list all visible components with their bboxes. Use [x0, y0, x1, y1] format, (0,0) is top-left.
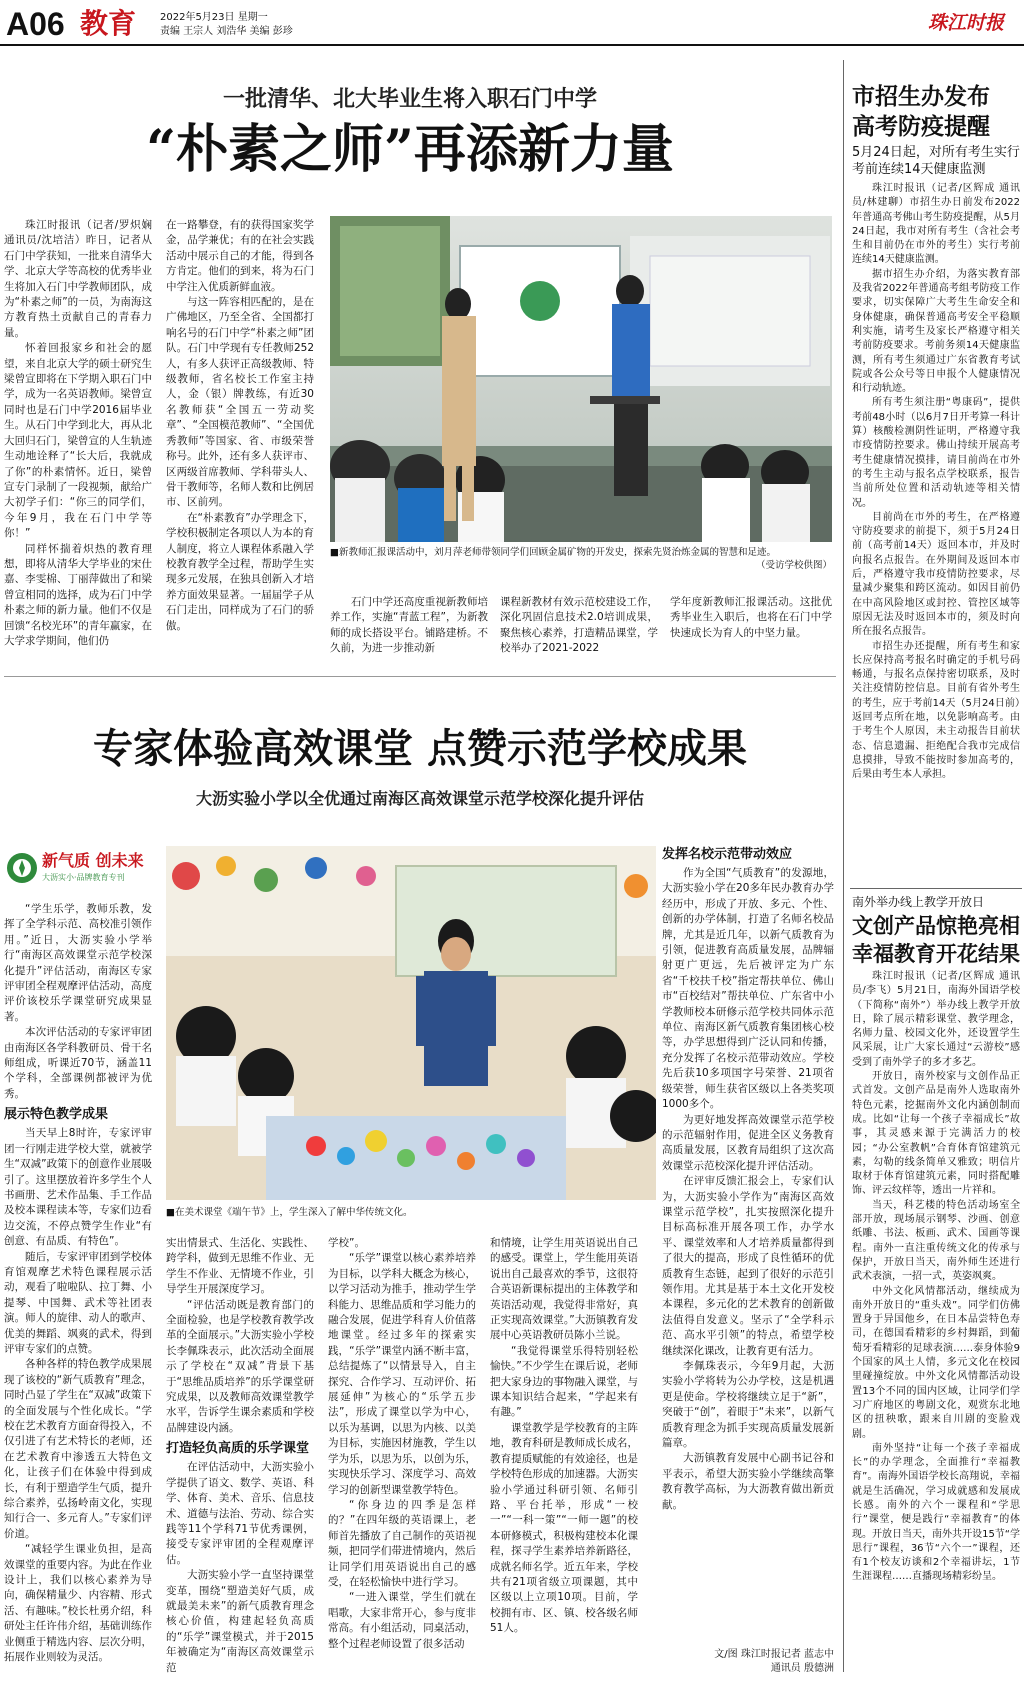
- article1-col1-p3: 同样怀揣着炽热的教育理想，即将从清华大学毕业的宋仕嘉、李雯棉、丁丽萍做出了和梁曾宣相同的选择，成为石门中学朴素之师的新力量。他们不仅是回馈“名校光环”的青年赢家，在大学求学期间，他们仍: [4, 542, 152, 647]
- article1-under-p3: 学年度新教师汇报课活动。这批优秀毕业生入职后，也将在石门中学快速成长为育人的中坚力量。: [670, 596, 832, 639]
- article1-under-p1: 石门中学还高度重视新教师培养工作，实施“青蓝工程”，为新教师的成长搭设平台。铺路建桥。不久前，为进一步推动新: [330, 596, 488, 655]
- article2-col2: [166, 1236, 314, 1676]
- article2-col2-p4: 大沥实验小学一直坚持课堂变革，围绕“塑造美好气质，成就最美未来”的新气质教育理念核心价值，构建起轻负高质的“乐学”课堂模式，并于2015年被确定为“南海区高效课堂示范: [166, 1569, 314, 1674]
- sidebar1-deck: 5月24日起，对所有考生实行考前连续14天健康监测: [852, 145, 1020, 177]
- classroom-photo-illustration: [330, 216, 832, 542]
- article2-sub2: 打造轻负高质的乐学课堂: [166, 1441, 310, 1457]
- article1-col2-p3: 在“朴素教育”办学理念下，学校积极制定各项以人为本的育人制度，将立人课程体系融入学校教育教学全过程，帮助学生实现多元发展，在独具创新入才培养方面效果显著。一届届学子从石门走出，同样成为了石门的骄傲。: [166, 511, 314, 632]
- article1-col2: [166, 218, 314, 662]
- article1-col2-p2: 与这一阵容相匹配的，是在广佛地区，乃至全省、全国都打响名号的石门中学“朴素之师”团队。石门中学现有专任教师252人，有多人获评正高级教师、特级教师，省名校长工作室主持人，金（银）牌教练，有近30名教师获“全国五一劳动奖章”、“全国模范教师”、“全国优秀教师”等国家、省、市级荣誉称号。此外，还有多人获评市、区两级首席教师、学科带头人、骨干教师等，名师人数和比例居市、区前列。: [166, 296, 314, 509]
- sidebar-section-rule: [850, 888, 1022, 889]
- article2-logo: [4, 848, 154, 898]
- article2-col1-p3: 当天早上8时许，专家评审团一行刚走进学校大堂，就被学生“双减”政策下的创意作业展吸引了。这里摆放着许多学生个人书画册、艺术作品集、手工作品及校本课程读本等，专家们边看边交流，不停点赞学生作业“有创意、有品质、有特色”。: [4, 1127, 152, 1248]
- sidebar-divider: [843, 60, 844, 1672]
- editors-line: 责编 王宗人 刘浩华 美编 彭珍: [160, 26, 293, 37]
- sidebar2-p5: 南外坚持“让每一个孩子幸福成长”的办学理念，全面推行“幸福教育”。南海外国语学校长高翔说，幸福就是生活确况，学习成就感和发展成长感。南外的六个一课程和“学思行”课堂，便是践行“幸福教育”的体现。开放日当天，南外共开设15节“学思行”课程，36节“六个一”课程，还有1个校友访谈和2个幸福讲坛，1节生涯课程……直播现场精彩纷呈。: [852, 1442, 1020, 1583]
- sidebar1-headline-l1: 市招生办发布: [852, 83, 990, 110]
- article2-col4-p3: 课堂教学是学校教育的主阵地，教育科研是教师成长成名，教育提质赋能的有效途径，也是学校特色形成的加速器。大沥实验小学通过科研引领、名师引路、平台托举，形成“一校一”“一科一策”“一师一题”的校本研修模式，积极构建校本化课程，探寻学生素养培养新路径，成就名师名学。近五年来，学校共有21项省级立项课题，其中区级以上立项10项。目前，学校拥有市、区、镇、校各级名师51人。: [490, 1421, 638, 1635]
- photo-credit: （受访学校供图）: [755, 560, 832, 571]
- sidebar2-p4: 中外文化风情都活动，继续成为南外开放日的“重头戏”。同学们仿佛置身于异国他乡，在日本品尝特色寿司，在德国看精彩的乡村舞蹈，到葡萄牙看精彩的足球表演……泰身体验9个国家的风土人情，多元文化在校园里碰撞绽放。中外文化风情都活动设置13个不同的国内区域，让同学们学习广府地区的粤剧文化，观赏东北地区的扭秧歌，跟来自川剧的变脸戏剧。: [852, 1285, 1020, 1440]
- sidebar1-p5: 市招生办还提醒，所有考生和家长应保持高考报名时确定的手机号码畅通，与报名点保持密切联系，及时关注疫情防控信息。目前有省外考生的考生，应于考前14天（5月24日前）返回考点所在地，以免影响高考。由于考生个人原因，未主动报告目前状态、信息遗漏、拒绝配合我市完成信息摸排，导致不能按时参加高考的，后果由考生本人承担。: [852, 640, 1020, 781]
- article2-sub3: 发挥名校示范带动效应: [662, 847, 793, 862]
- byline-reporter: 文/图 珠江时报记者 蓝志中: [714, 1649, 834, 1660]
- article2-col4-p1: 和情境，让学生用英语说出自己的感受。课堂上，学生能用英语说出自己最喜欢的季节，这很符合英语新课标提出的主体教学和英语活动观，我觉得非常好，真正实现高效课堂。”大沥镇教育发展中心英语教研员陈小兰说。: [490, 1237, 638, 1342]
- article2-col5-p5: 大沥镇教育发展中心副书记谷和平表示，希望大沥实验小学继续高擎教育教学高标，为大沥教育做出新贡献。: [662, 1452, 834, 1511]
- byline-correspondent: 通讯员 殷德洲: [770, 1663, 834, 1674]
- article2-col2-p2: “评估活动既是教育部门的全面检验，也是学校教育教学改革的全面展示。”大沥实验小学校长李佩珠表示，此次活动全面展示了学校在“双减”背景下基于“思维品质培养”的乐学课堂研究成果，以及教师高效课堂教学水平，告诉学生课余素质和学校品牌建设内涵。: [166, 1298, 314, 1434]
- article1-under-p2: 课程新教材有效示范校建设工作，深化巩固信息技术2.0培训成果，聚焦核心素养，打造精品课堂，学校举办了2021-2022: [500, 596, 658, 655]
- sidebar1-headline-l2: 高考防疫提醒: [852, 113, 990, 140]
- article2-col3: [328, 1236, 476, 1676]
- article2-col4-p2: “我觉得课堂乐得特别轻松愉快。”不少学生在课后说，老师把大家身边的事物融入课堂，与课本知识结合起来，“学起来有有趣。”: [490, 1344, 638, 1419]
- sidebar1-body: [852, 182, 1020, 882]
- article2-col2-p3: 在评估活动中，大沥实验小学提供了语文、数学、英语、科学、体育、美术、音乐、信息技术、道德与法治、劳动、综合实践等11个学科71节优秀课例，接受专家评审团的全程观摩评估。: [166, 1461, 314, 1566]
- article2-sub1: 展示特色教学成果: [4, 1107, 109, 1123]
- logo-slogan: 新气质 创未来: [42, 851, 144, 870]
- art-class-photo-illustration: [166, 846, 656, 1200]
- photo-caption-text: ■新教师汇报课活动中，刘月萍老师带领同学们回顾金属矿物的开发史，探索先贤治炼金属的智慧和足迹。: [330, 547, 776, 558]
- article2-photo: [166, 846, 656, 1200]
- article1-kicker: 一批清华、北大毕业生将入职石门中学: [222, 87, 597, 112]
- article2-headline: 专家体验高效课堂 点赞示范学校成果: [93, 725, 747, 772]
- section-label: 教育: [80, 7, 137, 40]
- sidebar2-headline-l2: 幸福教育开花结果: [852, 941, 1020, 966]
- article2-col1-p2: 本次评估活动的专家评审团由南海区各学科教研员、骨干名师组成，听课近70节，涵盖11个学科，全部课例都被评为优秀。: [4, 1026, 152, 1100]
- page-number: A06: [6, 6, 65, 42]
- article2-col3-p3: “你身边的四季是怎样的？”在四年级的英语课上，老师首先播放了自己制作的英语视频，把同学们带进情境内，然后让同学们用英语说出自己的感受，在轻松愉快中进行学习。: [328, 1498, 476, 1588]
- logo-sub: 大沥实小·品牌教育专刊: [42, 873, 125, 882]
- article2-col1: [4, 902, 152, 1676]
- sidebar2-headline: [852, 912, 1022, 968]
- article2-col1-p1: “学生乐学，教师乐教，发挥了全学科示范、高校准引领作用。”近日，大沥实验小学举行“南海区高效课堂示范学校深化提升”评估活动，南海区专家评审团全程观摩评估活动，高度评价该校乐学课堂研究成果显著。: [4, 903, 152, 1023]
- article2-col5: [662, 846, 834, 1654]
- article2-col5-p4: 李佩珠表示，今年9月起，大沥实验小学将转为公办学校，这是机遇更是使命。学校将继续立足于“新”，突破于“创”，着眼于“未来”，以新气质教育理念为抓手实现高质量发展新篇章。: [662, 1360, 834, 1450]
- sidebar1-headline: [852, 82, 1022, 142]
- article2-deck: 大沥实验小学以全优通过南海区高效课堂示范学校深化提升评估: [195, 789, 644, 808]
- article2-col3-p2: “乐学”课堂以核心素养培养为目标，以学科大概念为核心，以学习活动为推手，推动学生学科能力、思维品质和学习能力的融合发展，促进学科育人价值落地课堂。经过多年的探索实践，“乐学”课堂内涵不断丰富，总结提炼了“以情景导入，自主探究、合作学习、互动评价、拓展延伸”为核心的“乐学五步法”，形成了课堂以学为中心，以乐为基调，以思为内核、以美为目标，实施因材施教，学生以学为乐，以思为乐，以创为乐，实现快乐学习、深度学习、高效学习的创新型课堂教学特色。: [328, 1252, 476, 1496]
- masthead-rule: [0, 44, 1024, 46]
- article1-photo-caption: [330, 546, 832, 572]
- sidebar2-kicker: 南外举办线上教学开放日: [852, 895, 985, 909]
- article2-col1-p4: 随后，专家评审团到学校体育馆观摩艺术特色课程展示活动，观看了啦啦队、拉丁舞、小提琴、中国舞、武术等社团表演。师人的旋律、动人的歌声、优美的舞蹈、飒爽的武术，得到评审专家们的点赞。: [4, 1250, 152, 1355]
- article2-col3-p1: 学校”。: [328, 1237, 365, 1249]
- sidebar1-p4: 目前尚在市外的考生，在严格遵守防疫要求的前提下，须于5月24日前（高考前14天）返回本市，并及时向报名点报告。在外期间及返回本市后，严格遵守我市疫情防控要求，尽量减少聚集和跨区流动。如因目前仍在中高风险地区或封控、管控区域等原因无法及时返回本市的，须及时向所在报名点报告。: [852, 511, 1020, 638]
- article2-col1-p5: 各种各样的特色教学成果展现了该校的“新气质教育”理念，同时凸显了学生在“双减”政策下的全面发展与个性化成长。“学校在艺术教育方面奋得投入，不仅引进了有艺术特长的老师，还在艺术教育中渗透五大特色文化，让孩子们在体验中得到成长，有利于塑造学生气质，提升综合素养，弘扬岭南文化，实现知行合一、多元育人。”专家们评价道。: [4, 1358, 152, 1540]
- article2-col3-p4: “一进入课堂，学生们就在唱歌，大家非常开心，参与度非常高。有小组活动，同桌活动，整个过程老师设置了很多活动: [328, 1591, 476, 1650]
- sidebar2-p1: 珠江时报讯（记者/区辉成 通讯员/李飞）5月21日，南海外国语学校（下简称“南外”）举办线上教学开放日，除了展示精彩课堂、教学理念，名师力量、校园文化外，还设置学生风采展，让广大家长通过“云游校”感受到了南外学子的多才多艺。: [852, 971, 1020, 1068]
- sidebar1-p3: 所有考生须注册“粤康码”，提供考前48小时（以6月7日开考算一科计算）核酸检测阴性证明，严格遵守我市疫情防控要求。佛山持续开展高考考生健康情况摸排，请目前尚在市外的考生主动与报名点学校联系，报告当前所处位置和活动轨迹等相关情况。: [852, 397, 1020, 509]
- article2-col2-p1: 实出情景式、生活化、实践性、跨学科，做到无思维不作业、无学生不作业、无情境不作业，引导学生开展深度学习。: [166, 1237, 314, 1296]
- article1-under-col3: [670, 595, 832, 665]
- sidebar1-p1: 珠江时报讯（记者/区辉成 通讯员/林建聊）市招生办日前发布2022年普通高考佛山考生防疫提醒，从5月24日起，我市对所有考生（含社会考生和目前仍在市外的考生）实行考前连续14天健康监测。: [852, 183, 1020, 266]
- article1-under-col2: [500, 595, 658, 665]
- article1-col2-p1: 在一路攀登，有的获得国家奖学金，品学兼优；有的在社会实践活动中展示自己的才能，得到各方肯定。他们的到来，将为石门中学注入优质新鲜血液。: [166, 219, 314, 293]
- article2-byline: [662, 1648, 834, 1676]
- article2-col1-p6: “减轻学生课业负担，是高效课堂的重要内容。为此在作业设计上，我们以核心素养为导向，确保精量少、内容精、形式活、有趣味。”校长杜勇介绍，科研处主任许伟介绍，基础训练作业侧重于精选内容、层次分明，拓展作业则较为灵活。: [4, 1543, 152, 1664]
- sidebar2-headline-l1: 文创产品惊艳亮相: [852, 913, 1020, 938]
- article2-col5-p2: 为更好地发挥高效课堂示范学校的示范辐射作用，促进全区义务教育高质量发展，区教育局组织了这次高效课堂示范校深化提升评估活动。: [662, 1113, 834, 1172]
- article1-under-col1: [330, 595, 488, 665]
- school-emblem-icon: [6, 852, 38, 884]
- article1-col1-p1: 珠江时报讯（记者/罗炽娴 通讯员/沈培洁）昨日，记者从石门中学获知，一批来自清华大学、北京大学等高校的优秀毕业生将加入石门中学教师团队，成为“朴素之师”的一员，为南海这方教育热土贡献自己的青春力量。: [4, 219, 152, 339]
- article1-headline: “朴素之师”再添新力量: [146, 119, 674, 180]
- sidebar1-p2: 据市招生办介绍，为落实教育部及我省2022年普通高考组考防疫工作要求，切实保障广大考生生命安全和身体健康，确保普通高考安全平稳顺利实施，请考生及家长严格遵守相关考前防疫要求。考前务须14天健康监测，所有考生须通过广东省教育考试院或各公众号等日申报个人健康情况和行动轨迹。: [852, 268, 1020, 395]
- article1-photo: [330, 216, 832, 542]
- paper-logo: 珠江时报: [928, 12, 1005, 34]
- sidebar2-p2: 开放日，南外校家与文创作品正式首发。文创产品是南外人选取南外特色元素，挖掘南外文化内涵创制而成。比如“让每一个孩子幸福成长”故事，其灵感来源于完满活力的校园；“办公室教帆”合育体育馆建筑元素，勾勒的线条简单又雅致；明信片取材于体育馆建筑元素，同时搭配雕饰、评云纹样等，透出一片祥和。: [852, 1071, 1020, 1197]
- sidebar2-body: [852, 970, 1020, 1676]
- article2-photo-caption: ■在美术课堂《端午节》上，学生深入了解中华传统文化。: [166, 1207, 413, 1218]
- article1-col1-p2: 怀着回报家乡和社会的愿望，来自北京大学的硕士研究生梁曾宣即将在下学期入职石门中学，成为一名英语教师。梁曾宣同时也是石门中学2016届毕业生。从石门中学到北大，再从北大回归石门，梁曾宣的人生轨迹生动地诠释了“长大后，我就成了你”的朴素情怀。近日，梁曾宣专门录制了一段视频，献给广大初学子们：“你三的同学们，今年9月，我在石门中学等你！”: [4, 342, 152, 540]
- sidebar2-p3: 当天，科艺楼的特色活动场室全部开放，现场展示钢琴、沙画、创意纸雕、书法、板画、武术、国画等课程。南外一直注重传统文化的传承与保护，开放日当天，南外师生还进行武术表演，一招一式，英姿飒爽。: [852, 1199, 1020, 1283]
- article-separator: [4, 676, 836, 677]
- article2-col5-p3: 在评审反馈汇报会上，专家们认为，大沥实验小学作为“南海区高效课堂示范学校”，扎实按照深化提升目标高标准开展各项工作，办学水平、课堂效率和人才培养质量都得到了很大的提高，形成了良性循环的优质教育生态链，起到了很好的示范引领作用。尤其是基于本土文化开发校本课程，多元化的艺术教育的创新做法值得自发意义。坚示了“全学科示范、高水平引领”的特点，希望学校继续深化课改，让教育更有活力。: [662, 1175, 834, 1357]
- date-line: 2022年5月23日 星期一: [160, 12, 268, 23]
- article2-col4: [490, 1236, 638, 1676]
- article1-col1: [4, 218, 152, 662]
- article2-col5-p1: 作为全国“气质教育”的发源地，大沥实验小学在20多年民办教育办学经历中，形成了开放、多元、个性、创新的办学体制，打造了名师名校品牌，尤其是近几年，以新气质教育为引领，促进教育高质量发展，品牌辐射更广更远，先后被评定为广东省“千校扶千校”指定帮扶单位、佛山市“百校结对”帮扶单位、广东省中小学教师校本研修示范学校共同体示范单位、南海区新气质教育集团核心校等，办学思想得到广泛认同和传播，充分发挥了名校示范带动效应。学校先后获10多项国字号荣誉、21项省级荣誉，师生获省区级以上各类奖项1000多个。: [662, 867, 834, 1111]
